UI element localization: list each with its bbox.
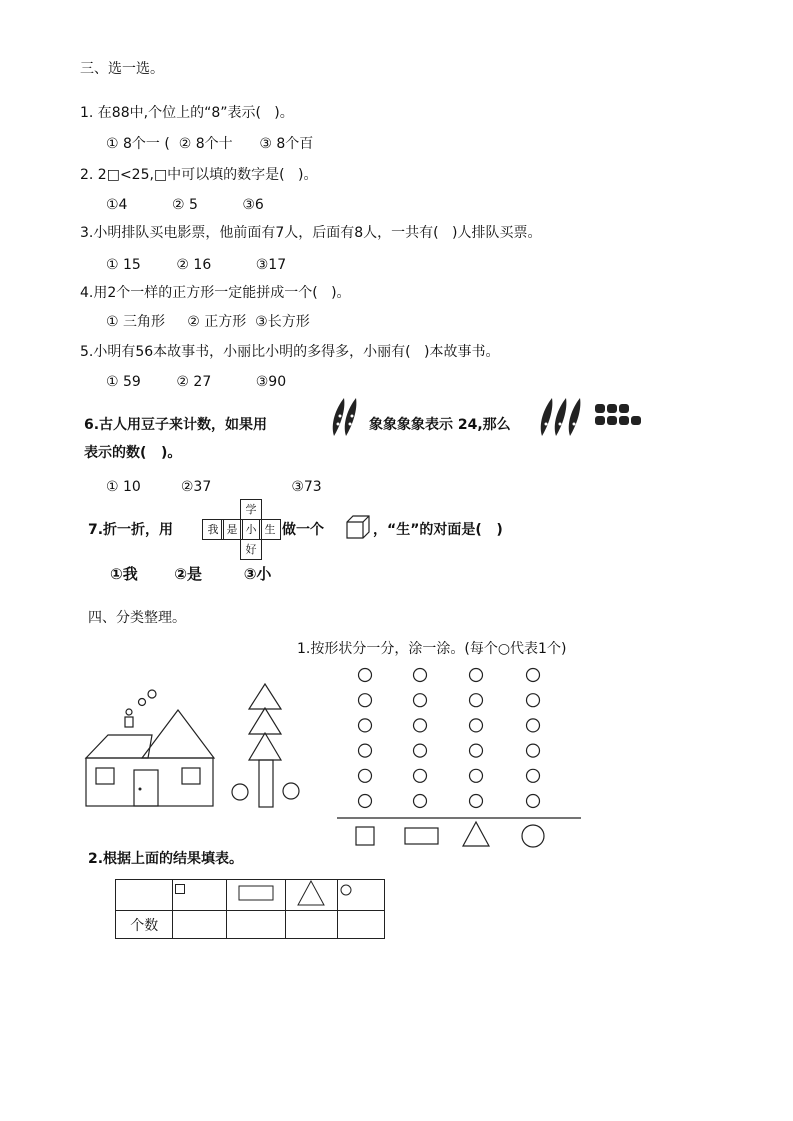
tally-circle[interactable] bbox=[359, 744, 372, 757]
rectangle-icon bbox=[238, 884, 274, 902]
question-3-options: ① 15 ② 16 ③17 bbox=[106, 257, 287, 273]
roof-triangle bbox=[142, 710, 214, 758]
bean-pods-icon bbox=[328, 396, 364, 438]
tally-circle[interactable] bbox=[470, 769, 483, 782]
cube-icon bbox=[345, 514, 371, 540]
rectangle-icon bbox=[405, 828, 438, 844]
net-cell-bottom: 好 bbox=[240, 539, 262, 560]
tally-chart bbox=[335, 664, 585, 850]
door bbox=[134, 770, 158, 806]
question-6-part3: 表示的数( )。 bbox=[84, 445, 182, 461]
section4-title: 四、分类整理。 bbox=[88, 610, 186, 626]
question-6-part1: 6.古人用豆子来计数，如果用 bbox=[84, 417, 268, 433]
table-answer-cell[interactable] bbox=[286, 911, 337, 939]
cube-net bbox=[202, 499, 282, 561]
net-cell-top: 学 bbox=[240, 499, 262, 520]
tally-circle[interactable] bbox=[527, 769, 540, 782]
tally-circle[interactable] bbox=[527, 694, 540, 707]
tally-circle[interactable] bbox=[414, 694, 427, 707]
question-1: 1. 在88中,个位上的“8”表示( )。 bbox=[80, 105, 294, 121]
table-header-square bbox=[173, 880, 226, 911]
triangle-icon bbox=[463, 822, 489, 846]
question-6-part2: 象象象象表示 24,那么 bbox=[369, 417, 511, 433]
tree-triangle bbox=[249, 733, 281, 760]
question-5: 5.小明有56本故事书，小丽比小明的多得多，小丽有( )本故事书。 bbox=[80, 344, 500, 360]
net-cell: 是 bbox=[221, 519, 243, 540]
window-left bbox=[96, 768, 114, 784]
tally-circle[interactable] bbox=[470, 795, 483, 808]
square-icon bbox=[175, 884, 185, 894]
circle-shape bbox=[283, 783, 299, 799]
tally-circle[interactable] bbox=[470, 719, 483, 732]
tally-circle[interactable] bbox=[359, 694, 372, 707]
tally-circle[interactable] bbox=[414, 669, 427, 682]
tally-circle[interactable] bbox=[414, 719, 427, 732]
tally-circle[interactable] bbox=[414, 795, 427, 808]
table-header-circle bbox=[337, 880, 384, 911]
three-bean-pods-icon bbox=[538, 396, 590, 438]
circle-shape bbox=[232, 784, 248, 800]
smoke-circle bbox=[126, 709, 132, 715]
question-2: 2. 2□<25,□中可以填的数字是( )。 bbox=[80, 167, 318, 183]
table-answer-cell[interactable] bbox=[226, 911, 285, 939]
question-3: 3.小明排队买电影票，他前面有7人，后面有8人，一共有( )人排队买票。 bbox=[80, 225, 542, 241]
tally-circle[interactable] bbox=[527, 744, 540, 757]
roof-left bbox=[86, 735, 152, 758]
question-2-options: ①4 ② 5 ③6 bbox=[106, 197, 264, 213]
tally-circle[interactable] bbox=[359, 719, 372, 732]
tally-circle[interactable] bbox=[414, 769, 427, 782]
table-corner-cell bbox=[116, 880, 173, 911]
tally-circle[interactable] bbox=[359, 795, 372, 808]
door-knob bbox=[139, 788, 142, 791]
tree-trunk bbox=[259, 760, 273, 807]
question-7-part1: 7.折一折，用 bbox=[88, 522, 174, 538]
chimney bbox=[125, 717, 133, 727]
tally-circle[interactable] bbox=[527, 795, 540, 808]
triangle-icon bbox=[297, 880, 325, 906]
table-prompt: 2.根据上面的结果填表。 bbox=[88, 851, 244, 867]
window-right bbox=[182, 768, 200, 784]
table-answer-cell[interactable] bbox=[337, 911, 384, 939]
tally-circle[interactable] bbox=[470, 669, 483, 682]
question-7-options: ①我 ②是 ③小 bbox=[110, 565, 272, 583]
shapes-picture bbox=[82, 680, 312, 810]
circle-icon bbox=[522, 825, 544, 847]
tree-triangle bbox=[249, 708, 281, 734]
tally-circle[interactable] bbox=[470, 694, 483, 707]
net-cell: 生 bbox=[259, 519, 281, 540]
tally-circle[interactable] bbox=[527, 669, 540, 682]
beans-icon bbox=[594, 403, 644, 427]
table-answer-cell[interactable] bbox=[173, 911, 226, 939]
question-4: 4.用2个一样的正方形一定能拼成一个( )。 bbox=[80, 285, 351, 301]
section3-title: 三、选一选。 bbox=[80, 61, 164, 77]
table-row-label: 个数 bbox=[116, 911, 173, 939]
net-cell: 我 bbox=[202, 519, 224, 540]
table-header-triangle bbox=[286, 880, 337, 911]
circle-icon bbox=[340, 884, 352, 896]
question-7-part3: ，“生”的对面是( ) bbox=[373, 522, 503, 538]
tally-circle[interactable] bbox=[359, 669, 372, 682]
tally-circle[interactable] bbox=[527, 719, 540, 732]
tally-circle[interactable] bbox=[470, 744, 483, 757]
smoke-circle bbox=[148, 690, 156, 698]
question-5-options: ① 59 ② 27 ③90 bbox=[106, 374, 287, 390]
question-4-options: ① 三角形 ② 正方形 ③长方形 bbox=[106, 314, 310, 330]
net-cell: 小 bbox=[240, 519, 262, 540]
tally-circle[interactable] bbox=[359, 769, 372, 782]
tree-triangle bbox=[249, 684, 281, 709]
classify-instruction: 1.按形状分一分，涂一涂。(每个○代表1个) bbox=[297, 641, 567, 657]
square-icon bbox=[356, 827, 374, 845]
house-body bbox=[86, 758, 213, 806]
smoke-circle bbox=[139, 699, 146, 706]
result-table bbox=[115, 879, 385, 939]
question-1-options: ① 8个一 ( ② 8个十 ③ 8个百 bbox=[106, 136, 314, 152]
question-6-options: ① 10 ②37 ③73 bbox=[106, 479, 322, 495]
question-7-part2: 做一个 bbox=[282, 522, 324, 538]
table-header-rectangle bbox=[226, 880, 285, 911]
tally-circle[interactable] bbox=[414, 744, 427, 757]
